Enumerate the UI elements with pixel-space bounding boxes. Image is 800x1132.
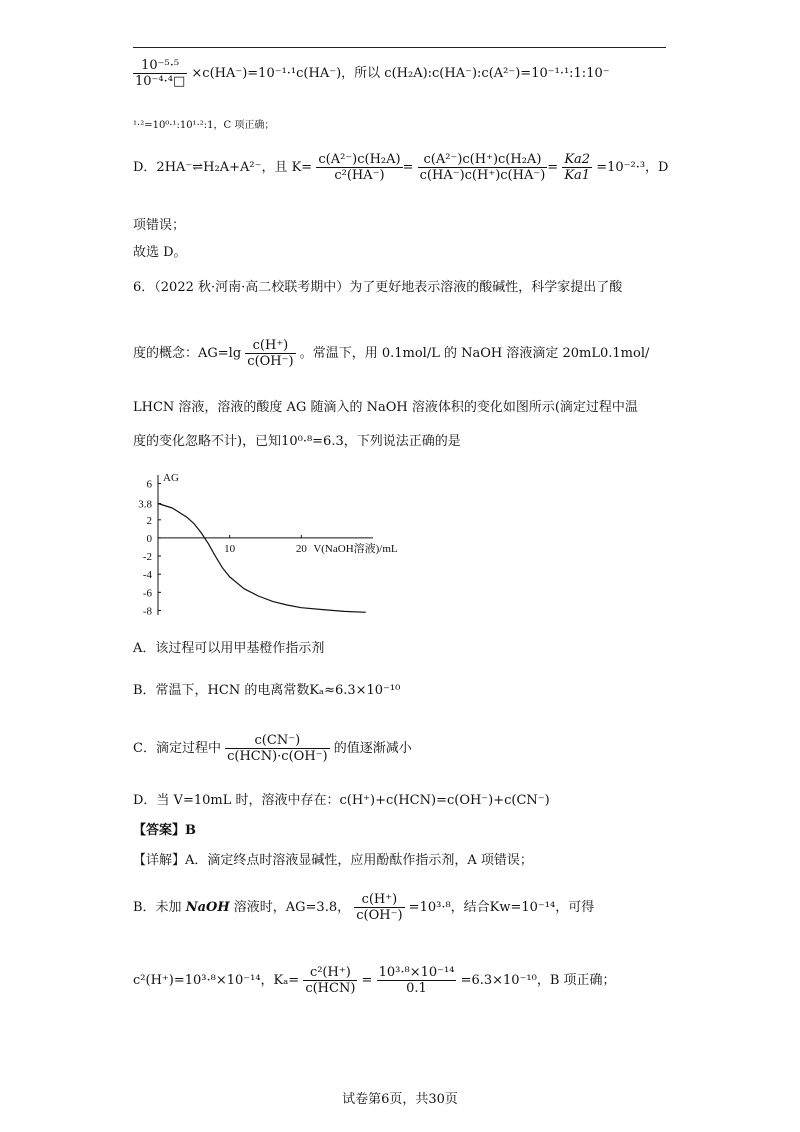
fraction-k1: $\frac{\text{c(A²⁻)c(H₂A)}}{\text{c²(HA⁻)}}$ (318, 152, 401, 183)
fraction-detail-c1: $\frac{\text{c²(H⁺)}}{\text{c(HCN)}}$ (305, 965, 356, 996)
y-tick-label: -6 (142, 587, 152, 600)
fraction-ka-ratio: $\frac{\text{10⁻⁵·⁵}}{\text{10⁻⁴·⁴□}}$ (135, 58, 186, 89)
x-tick-label: 10 (224, 542, 236, 555)
detail-c: c²(H⁺)=10³·⁸×10⁻¹⁴，Kₐ= $\frac{\text{c²(H⁺)}}{\text{c(HCN)}}$ = $\frac{\text{10³·⁸×10⁻¹⁴}}{0.1}$ =6.3×10⁻¹⁰，B 项正确； (133, 965, 616, 996)
continuation-line-1: $\frac{\text{10⁻⁵·⁵}}{\text{10⁻⁴·⁴□}}$ ×c(HA⁻)=10⁻¹·¹c(HA⁻)，所以 c(H₂A):c(HA⁻):c(A²⁻)=10⁻¹·¹:1:10⁻ (135, 58, 610, 89)
question-6-line-4: 度的变化忽略不计)，已知10⁰·⁸=6.3，下列说法正确的是 (133, 434, 461, 449)
y-tick-label: 2 (146, 514, 152, 527)
y-tick-label: -4 (142, 569, 152, 582)
y-tick-label: -2 (142, 551, 152, 564)
y-tick-label: 0 (146, 532, 152, 545)
option-d: D．当 V=10mL 时，溶液中存在：c(H⁺)+c(HCN)=c(OH⁻)+c(CN⁻) (133, 793, 550, 808)
y-tick-label: -8 (142, 605, 152, 618)
x-axis-label: V(NaOH溶液)/mL (313, 542, 398, 555)
continuation-line-2: ¹·²=10⁰·¹:10¹·²:1，C 项正确； (133, 120, 275, 131)
fraction-detail-b: $\frac{c(H^+)}{c(OH^-)}$ (356, 892, 403, 923)
fraction-ka-ratio-2: $\frac{Ka2}{Ka1}$ (564, 152, 591, 183)
ag-titration-chart (128, 465, 398, 625)
item-d-equation: D．2HA⁻⇌H₂A+A²⁻，且 K= $\frac{\text{c(A²⁻)c(H₂A)}}{\text{c²(HA⁻)}}$ = $\frac{\text{c(A²⁻)c(H⁺)c(H₂A)}}{c(HA^-)c(H^+)c(HA^-)}$ = $\frac{Ka2}{Ka1}$ =10⁻²·³，D (133, 152, 669, 183)
option-c: C．滴定过程中 $\frac{c(CN^-)}{\text{c(HCN)·c(OH⁻)}}$ 的值逐渐减小 (133, 733, 412, 764)
y-axis-label: AG (163, 472, 179, 484)
y-tick-label: 6 (146, 478, 152, 491)
fraction-k2: $\frac{\text{c(A²⁻)c(H⁺)c(H₂A)}}{c(HA^-)c(H^+)c(HA^-)}$ (419, 152, 546, 183)
answer-label: 【答案】B (133, 823, 196, 838)
header-rule (133, 47, 666, 48)
y-tick-label: 3.8 (138, 498, 152, 511)
page-footer: 试卷第6页，共30页 (342, 1092, 458, 1107)
fraction-detail-c2: $\frac{\text{10³·⁸×10⁻¹⁴}}{0.1}$ (378, 965, 455, 996)
question-6-line-2: 度的概念：AG=lg $\frac{c(H^+)}{c(OH^-)}$ 。常温下，用 0.1mol/L 的 NaOH 溶液滴定 20mL0.1mol/ (133, 338, 650, 369)
fraction-ag: $\frac{c(H^+)}{c(OH^-)}$ (247, 338, 294, 369)
conclusion-text: 故选 D。 (133, 245, 187, 260)
detail-a: 【详解】A．滴定终点时溶液显碱性，应用酚酞作指示剂，A 项错误； (133, 853, 533, 868)
fraction-option-c: $\frac{c(CN^-)}{\text{c(HCN)·c(OH⁻)}}$ (227, 733, 328, 764)
x-tick-label: 20 (295, 542, 307, 555)
item-d-cont: 项错误； (133, 218, 186, 233)
detail-b: B．未加 NaOH 溶液时，AG=3.8， $\frac{c(H^+)}{c(OH^-)}$ =10³·⁸，结合Kw=10⁻¹⁴，可得 (133, 892, 595, 923)
ag-curve-series-0 (158, 504, 366, 613)
option-b: B．常温下，HCN 的电离常数Kₐ≈6.3×10⁻¹⁰ (133, 683, 401, 698)
question-6-line-1: 6．（2022 秋·河南·高二校联考期中）为了更好地表示溶液的酸碱性，科学家提出了酸 (133, 280, 623, 295)
option-a: A．该过程可以用甲基橙作指示剂 (133, 641, 325, 656)
question-6-line-3: LHCN 溶液，溶液的酸度 AG 随滴入的 NaOH 溶液体积的变化如图所示(滴定过程中温 (133, 400, 638, 415)
